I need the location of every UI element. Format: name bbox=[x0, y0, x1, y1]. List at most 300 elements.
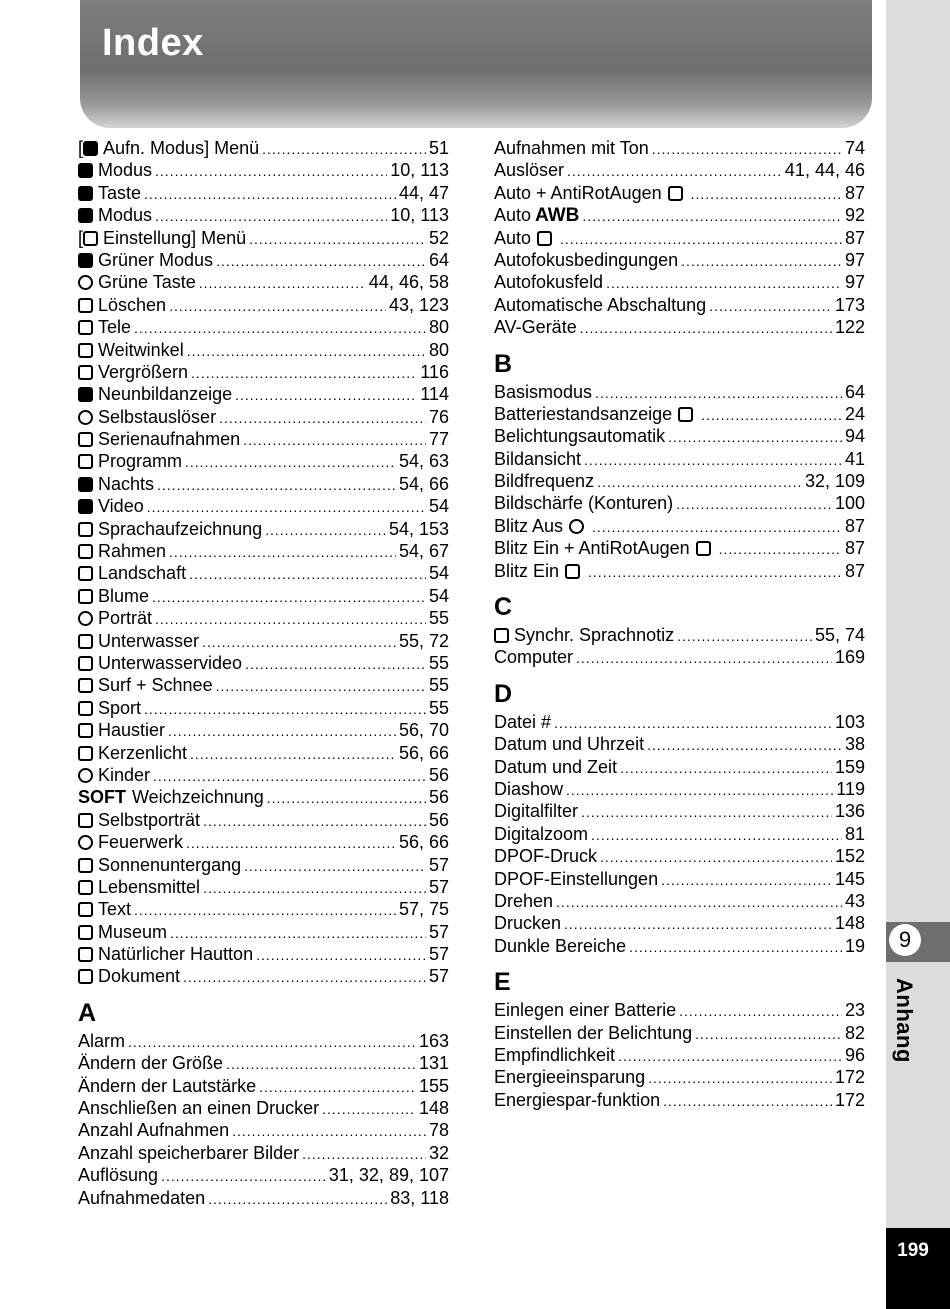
entry-label bbox=[494, 137, 649, 159]
index-entry bbox=[494, 800, 865, 822]
movie-icon bbox=[78, 499, 93, 514]
kids-icon bbox=[78, 768, 93, 783]
entry-pages: 148 bbox=[834, 913, 865, 934]
entry-pages: 23 bbox=[844, 1000, 865, 1021]
dot-leader bbox=[695, 1023, 842, 1045]
entry-label bbox=[78, 249, 213, 271]
magnify-icon bbox=[78, 365, 93, 380]
index-entry bbox=[494, 756, 865, 778]
index-entry bbox=[78, 1142, 449, 1164]
entry-pages: 100 bbox=[834, 493, 865, 514]
entry-text: Blitz Ein bbox=[494, 560, 560, 581]
entry-label bbox=[78, 652, 242, 674]
entry-label bbox=[78, 428, 240, 450]
green-mode-icon bbox=[78, 253, 93, 268]
index-entry bbox=[78, 518, 449, 540]
index-entry bbox=[494, 227, 865, 249]
entry-text: Datum und Zeit bbox=[494, 756, 618, 777]
entry-pages: 10, 113 bbox=[390, 160, 449, 181]
entry-label bbox=[78, 1164, 158, 1186]
trash-icon bbox=[78, 298, 93, 313]
entry-label bbox=[494, 560, 585, 582]
entry-label bbox=[78, 786, 264, 808]
self-timer-icon bbox=[78, 410, 93, 425]
awb-badge: AWB bbox=[535, 205, 580, 227]
museum-icon bbox=[78, 925, 93, 940]
dot-leader bbox=[652, 138, 842, 160]
index-entry bbox=[494, 1022, 865, 1044]
index-entry bbox=[78, 921, 449, 943]
entry-pages: 54, 153 bbox=[388, 518, 449, 539]
dot-leader bbox=[597, 471, 802, 493]
dot-leader bbox=[582, 205, 842, 227]
entry-label bbox=[78, 719, 165, 741]
entry-label bbox=[78, 339, 184, 361]
entry-text: Energiespar-funktion bbox=[494, 1089, 661, 1110]
entry-text: Energieeinsparung bbox=[494, 1067, 646, 1088]
index-entry bbox=[78, 1164, 449, 1186]
index-entry bbox=[78, 719, 449, 741]
index-entry bbox=[494, 935, 865, 957]
entry-text: Ändern der Lautstärke bbox=[78, 1075, 257, 1096]
entry-text: Datei # bbox=[494, 711, 552, 732]
entry-text: Autofokusbedingungen bbox=[494, 249, 679, 270]
index-entry bbox=[494, 381, 865, 403]
nine-image-icon bbox=[78, 387, 93, 402]
dot-leader bbox=[191, 362, 417, 384]
dot-leader bbox=[620, 757, 832, 779]
dot-leader bbox=[267, 787, 426, 809]
index-entry bbox=[494, 1089, 865, 1111]
dot-leader bbox=[566, 779, 833, 801]
dot-leader bbox=[576, 647, 832, 669]
entry-pages: 96 bbox=[844, 1044, 865, 1065]
dot-leader bbox=[226, 1053, 416, 1075]
entry-text: Grüner Modus bbox=[98, 249, 214, 270]
index-entry bbox=[494, 492, 865, 514]
index-entry bbox=[494, 271, 865, 293]
index-entry bbox=[78, 495, 449, 517]
entry-pages: 55 bbox=[428, 652, 449, 673]
fireworks-icon bbox=[78, 835, 93, 850]
dot-leader bbox=[161, 1165, 326, 1187]
entry-text: Unterwasser bbox=[98, 630, 200, 651]
entry-pages: 57 bbox=[428, 944, 449, 965]
dot-leader bbox=[262, 138, 426, 160]
dot-leader bbox=[592, 516, 842, 538]
entry-pages: 55 bbox=[428, 697, 449, 718]
entry-pages: 92 bbox=[844, 205, 865, 226]
index-column-right bbox=[494, 137, 865, 1111]
dot-leader bbox=[219, 407, 426, 429]
entry-label bbox=[494, 999, 676, 1021]
dot-leader bbox=[691, 183, 842, 205]
continuous-shooting-icon bbox=[78, 432, 93, 447]
index-entry bbox=[494, 823, 865, 845]
dot-leader bbox=[243, 429, 426, 451]
entry-label bbox=[78, 159, 152, 181]
entry-text: Batteriestandsanzeige bbox=[494, 403, 673, 424]
entry-label bbox=[78, 876, 200, 898]
dot-leader bbox=[580, 317, 832, 339]
dot-leader bbox=[595, 382, 842, 404]
entry-label bbox=[78, 495, 144, 517]
tele-icon bbox=[78, 320, 93, 335]
entry-label bbox=[494, 711, 551, 733]
entry-label bbox=[78, 406, 216, 428]
dot-leader bbox=[256, 944, 426, 966]
dot-leader bbox=[155, 205, 387, 227]
entry-label bbox=[78, 854, 241, 876]
dot-leader bbox=[648, 1067, 832, 1089]
index-entry bbox=[494, 624, 865, 646]
entry-pages: 116 bbox=[420, 361, 449, 382]
dot-leader bbox=[259, 1076, 416, 1098]
index-entry bbox=[78, 674, 449, 696]
entry-label bbox=[78, 585, 149, 607]
dot-leader bbox=[170, 922, 426, 944]
entry-text: Auto bbox=[494, 227, 532, 248]
index-entry bbox=[78, 1052, 449, 1074]
index-entry bbox=[78, 764, 449, 786]
dot-leader bbox=[155, 608, 426, 630]
index-entry bbox=[78, 943, 449, 965]
index-entry bbox=[78, 137, 449, 159]
dot-leader bbox=[676, 493, 832, 515]
index-entry bbox=[78, 854, 449, 876]
entry-label bbox=[494, 537, 716, 559]
entry-text: Text bbox=[98, 899, 132, 920]
entry-pages: 56 bbox=[428, 764, 449, 785]
entry-prefix: [ bbox=[78, 138, 84, 158]
entry-text: Sonnenuntergang bbox=[98, 854, 242, 875]
entry-label bbox=[494, 182, 688, 204]
dot-leader bbox=[152, 586, 426, 608]
entry-label bbox=[494, 778, 563, 800]
dot-leader bbox=[216, 675, 426, 697]
entry-label bbox=[78, 809, 200, 831]
entry-label bbox=[78, 697, 141, 719]
entry-label bbox=[78, 473, 154, 495]
dot-leader bbox=[554, 712, 832, 734]
entry-text: Landschaft bbox=[98, 563, 187, 584]
entry-pages: 56, 70 bbox=[398, 720, 449, 741]
index-entry bbox=[78, 339, 449, 361]
dot-leader bbox=[208, 1188, 387, 1210]
index-entry bbox=[78, 450, 449, 472]
entry-text: Aufnahmedaten bbox=[78, 1187, 206, 1208]
entry-pages: 57 bbox=[428, 876, 449, 897]
index-entry bbox=[78, 562, 449, 584]
underwater-icon bbox=[78, 634, 93, 649]
index-entry bbox=[494, 537, 865, 559]
entry-label bbox=[78, 921, 167, 943]
index-entry bbox=[494, 182, 865, 204]
entry-pages: 31, 32, 89, 107 bbox=[328, 1165, 449, 1186]
entry-label bbox=[494, 1089, 660, 1111]
entry-text: Digitalzoom bbox=[494, 823, 589, 844]
entry-label bbox=[494, 271, 603, 293]
index-entry bbox=[494, 159, 865, 181]
dot-leader bbox=[322, 1098, 416, 1120]
entry-pages: 44, 46, 58 bbox=[368, 272, 449, 293]
entry-label bbox=[494, 800, 578, 822]
dot-leader bbox=[203, 877, 426, 899]
entry-pages: 87 bbox=[844, 560, 865, 581]
battery-icon bbox=[678, 407, 693, 422]
entry-label bbox=[78, 361, 188, 383]
dot-leader bbox=[153, 765, 426, 787]
entry-text: Einstellung] Menü bbox=[103, 227, 247, 248]
index-entry bbox=[78, 697, 449, 719]
entry-text: Löschen bbox=[98, 294, 167, 315]
pet-icons bbox=[78, 723, 93, 738]
entry-label bbox=[78, 607, 152, 629]
index-entry bbox=[78, 1075, 449, 1097]
flash-off-icon bbox=[569, 519, 584, 534]
index-entry bbox=[78, 227, 449, 249]
entry-text: Modus bbox=[98, 205, 153, 226]
entry-text: Ändern der Größe bbox=[78, 1053, 224, 1074]
entry-text: Anzahl Aufnahmen bbox=[78, 1120, 230, 1141]
dot-leader bbox=[584, 449, 842, 471]
entry-text: Selbstporträt bbox=[98, 809, 201, 830]
page-number: 199 bbox=[897, 1240, 929, 1261]
dot-leader bbox=[679, 1000, 842, 1022]
index-entry bbox=[494, 515, 865, 537]
entry-pages: 173 bbox=[834, 294, 865, 315]
entry-pages: 76 bbox=[428, 406, 449, 427]
dot-leader bbox=[202, 631, 396, 653]
entry-pages: 77 bbox=[428, 429, 449, 450]
dot-leader bbox=[169, 541, 396, 563]
index-entry bbox=[494, 294, 865, 316]
dot-leader bbox=[134, 899, 396, 921]
entry-pages: 54 bbox=[428, 563, 449, 584]
entry-label bbox=[494, 227, 557, 249]
entry-text: Kinder bbox=[98, 764, 151, 785]
dot-leader bbox=[668, 426, 842, 448]
index-column-left bbox=[78, 137, 449, 1209]
index-entry bbox=[78, 159, 449, 181]
index-entry bbox=[494, 778, 865, 800]
index-entry bbox=[78, 271, 449, 293]
entry-pages: 64 bbox=[844, 381, 865, 402]
entry-pages: 145 bbox=[834, 868, 865, 889]
entry-label bbox=[78, 383, 232, 405]
entry-text: Natürlicher Hautton bbox=[98, 944, 254, 965]
dot-leader bbox=[556, 891, 842, 913]
index-entry bbox=[494, 646, 865, 668]
entry-pages: 55 bbox=[428, 675, 449, 696]
entry-label bbox=[78, 316, 131, 338]
entry-text: Feuerwerk bbox=[98, 832, 184, 853]
entry-text: Basismodus bbox=[494, 381, 593, 402]
index-entry bbox=[78, 406, 449, 428]
entry-text: Vergrößern bbox=[98, 361, 189, 382]
entry-label bbox=[494, 403, 698, 425]
camera-icon bbox=[78, 163, 93, 178]
auto-flash-icon bbox=[537, 231, 552, 246]
index-entry bbox=[78, 316, 449, 338]
candlelight-icon bbox=[78, 746, 93, 761]
entry-label bbox=[78, 518, 262, 540]
entry-label bbox=[78, 271, 196, 293]
page-title: Index bbox=[102, 22, 204, 64]
chapter-label: Anhang bbox=[892, 978, 917, 1063]
dot-leader bbox=[147, 496, 426, 518]
entry-pages: 119 bbox=[836, 778, 865, 799]
green-button-icon bbox=[78, 275, 93, 290]
entry-pages: 82 bbox=[844, 1022, 865, 1043]
entry-pages: 163 bbox=[418, 1030, 449, 1051]
entry-label bbox=[494, 646, 573, 668]
entry-label bbox=[78, 227, 246, 249]
entry-label bbox=[78, 540, 166, 562]
chapter-number: 9 bbox=[889, 924, 921, 956]
entry-label bbox=[78, 943, 253, 965]
entry-text: Alarm bbox=[78, 1030, 126, 1051]
entry-pages: 55, 72 bbox=[398, 630, 449, 651]
sunset-icon bbox=[78, 858, 93, 873]
entry-pages: 38 bbox=[844, 734, 865, 755]
section-letter: A bbox=[78, 998, 97, 1027]
entry-pages: 43, 123 bbox=[388, 294, 449, 315]
entry-text: Bildansicht bbox=[494, 448, 582, 469]
index-entry bbox=[78, 204, 449, 226]
dot-leader bbox=[186, 832, 396, 854]
entry-label bbox=[494, 1066, 645, 1088]
index-entry bbox=[78, 1030, 449, 1052]
entry-text: Nachts bbox=[98, 473, 155, 494]
entry-pages: 64 bbox=[428, 249, 449, 270]
entry-label bbox=[494, 823, 588, 845]
dot-leader bbox=[591, 824, 842, 846]
index-entry bbox=[494, 890, 865, 912]
index-entry bbox=[494, 912, 865, 934]
entry-pages: 97 bbox=[844, 272, 865, 293]
entry-label bbox=[78, 1030, 125, 1052]
entry-text: Museum bbox=[98, 921, 168, 942]
entry-pages: 83, 118 bbox=[390, 1187, 449, 1208]
entry-text: Grüne Taste bbox=[98, 272, 196, 293]
entry-text: Surf + Schnee bbox=[98, 675, 213, 696]
entry-text: Sport bbox=[98, 697, 142, 718]
entry-pages: 169 bbox=[834, 647, 865, 668]
index-entry bbox=[78, 742, 449, 764]
entry-text: Datum und Uhrzeit bbox=[494, 734, 645, 755]
dot-leader bbox=[183, 966, 426, 988]
entry-pages: 78 bbox=[428, 1120, 449, 1141]
entry-text: Automatische Abschaltung bbox=[494, 294, 707, 315]
camera-icon bbox=[83, 141, 98, 156]
playback-icon bbox=[78, 208, 93, 223]
index-entry bbox=[78, 630, 449, 652]
entry-label bbox=[494, 624, 674, 646]
entry-label bbox=[78, 137, 259, 159]
entry-pages: 54, 66 bbox=[398, 473, 449, 494]
dot-leader bbox=[199, 272, 366, 294]
entry-pages: 81 bbox=[844, 823, 865, 844]
entry-text: Sprachaufzeichnung bbox=[98, 518, 263, 539]
entry-pages: 54 bbox=[428, 496, 449, 517]
entry-label bbox=[78, 204, 152, 226]
entry-label bbox=[494, 204, 579, 227]
entry-text: Bildfrequenz bbox=[494, 471, 595, 492]
index-entry bbox=[78, 182, 449, 204]
entry-label bbox=[494, 733, 644, 755]
entry-text: Serienaufnahmen bbox=[98, 429, 241, 450]
entry-label bbox=[494, 448, 581, 470]
underwater-movie-icon bbox=[78, 656, 93, 671]
entry-label bbox=[494, 890, 553, 912]
entry-pages: 97 bbox=[844, 249, 865, 270]
entry-text: Synchr. Sprachnotiz bbox=[514, 625, 675, 646]
landscape-icon bbox=[78, 566, 93, 581]
dot-leader bbox=[661, 869, 832, 891]
entry-text: DPOF-Druck bbox=[494, 846, 597, 867]
entry-text: Bildschärfe (Konturen) bbox=[494, 493, 674, 514]
microphone-icon bbox=[78, 522, 93, 537]
entry-pages: 52 bbox=[428, 227, 449, 248]
entry-label bbox=[78, 1097, 319, 1119]
dot-leader bbox=[169, 295, 386, 317]
entry-pages: 114 bbox=[420, 384, 449, 405]
entry-text: Anzahl speicherbarer Bilder bbox=[78, 1142, 300, 1163]
entry-text: Lebensmittel bbox=[98, 876, 201, 897]
index-entry bbox=[494, 733, 865, 755]
entry-label bbox=[494, 294, 706, 316]
entry-text: DPOF-Einstellungen bbox=[494, 868, 659, 889]
entry-label bbox=[494, 316, 577, 338]
entry-pages: 55 bbox=[428, 608, 449, 629]
dot-leader bbox=[134, 317, 426, 339]
dot-leader bbox=[677, 625, 812, 647]
dot-leader bbox=[588, 561, 842, 583]
entry-label bbox=[494, 470, 594, 492]
entry-label bbox=[78, 450, 182, 472]
entry-label bbox=[78, 294, 166, 316]
dot-leader bbox=[216, 250, 426, 272]
text-mode-icons bbox=[78, 902, 93, 917]
entry-label bbox=[494, 912, 561, 934]
entry-label bbox=[494, 868, 658, 890]
entry-label bbox=[78, 1142, 299, 1164]
surf-snow-icon bbox=[78, 678, 93, 693]
dot-leader bbox=[190, 743, 396, 765]
entry-text: Auto + AntiRotAugen bbox=[494, 182, 662, 203]
entry-text: Taste bbox=[98, 182, 142, 203]
entry-text: Weitwinkel bbox=[98, 339, 184, 360]
entry-pages: 103 bbox=[834, 711, 865, 732]
entry-pages: 131 bbox=[418, 1053, 449, 1074]
entry-text: Auslöser bbox=[494, 160, 565, 181]
entry-label bbox=[78, 742, 187, 764]
entry-pages: 56, 66 bbox=[398, 742, 449, 763]
entry-text: Blitz Aus bbox=[494, 515, 564, 536]
dot-leader bbox=[185, 451, 396, 473]
flower-icon bbox=[78, 589, 93, 604]
entry-pages: 54 bbox=[428, 585, 449, 606]
entry-pages: 87 bbox=[844, 182, 865, 203]
dot-leader bbox=[701, 404, 842, 426]
entry-text: Neunbildanzeige bbox=[98, 384, 233, 405]
entry-pages: 155 bbox=[418, 1075, 449, 1096]
dot-leader bbox=[232, 1120, 426, 1142]
dot-leader bbox=[189, 563, 426, 585]
index-entry bbox=[78, 607, 449, 629]
entry-pages: 94 bbox=[844, 426, 865, 447]
